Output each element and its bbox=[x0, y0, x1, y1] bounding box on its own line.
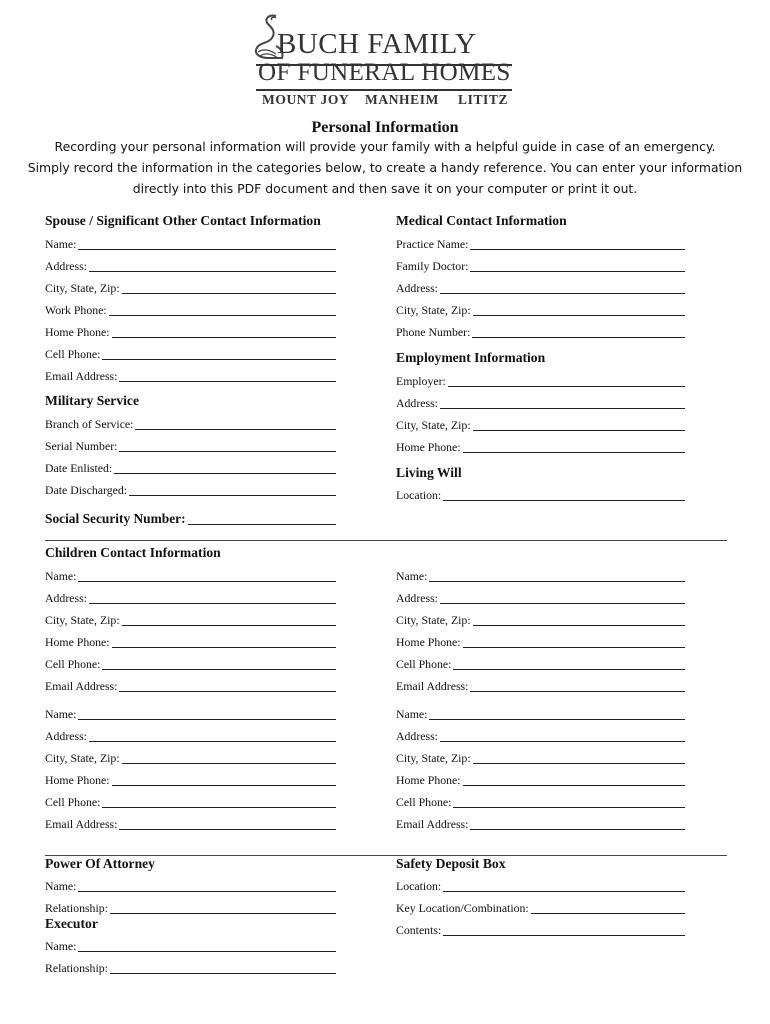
poa-name-field[interactable]: Name: bbox=[45, 878, 336, 894]
intro-line: directly into this PDF document and then save it on your computer or print it out. bbox=[132, 181, 638, 196]
executor-heading: Executor bbox=[45, 916, 98, 931]
child-field[interactable]: Email Address: bbox=[45, 678, 336, 694]
spouse-city-field[interactable]: City, State, Zip: bbox=[45, 280, 336, 296]
child-field[interactable]: Address: bbox=[45, 590, 336, 606]
spouse-address-field[interactable]: Address: bbox=[45, 258, 336, 274]
logo-town: MANHEIM bbox=[365, 92, 439, 107]
section-divider bbox=[45, 540, 727, 541]
child-field[interactable]: City, State, Zip: bbox=[45, 750, 336, 766]
key-location-field[interactable]: Key Location/Combination: bbox=[396, 900, 685, 916]
executor-name-field[interactable]: Name: bbox=[45, 938, 336, 954]
employment-heading: Employment Information bbox=[396, 350, 546, 365]
child-field[interactable]: Home Phone: bbox=[396, 634, 685, 650]
employment-phone-field[interactable]: Home Phone: bbox=[396, 439, 685, 455]
branch-of-service-field[interactable]: Branch of Service: bbox=[45, 416, 336, 432]
child-field[interactable]: Name: bbox=[396, 706, 685, 722]
medical-phone-field[interactable]: Phone Number: bbox=[396, 324, 685, 340]
child-field[interactable]: Home Phone: bbox=[396, 772, 685, 788]
date-enlisted-field[interactable]: Date Enlisted: bbox=[45, 460, 336, 476]
child-field[interactable]: City, State, Zip: bbox=[45, 612, 336, 628]
child-field[interactable]: Home Phone: bbox=[45, 772, 336, 788]
serial-number-field[interactable]: Serial Number: bbox=[45, 438, 336, 454]
spouse-work-phone-field[interactable]: Work Phone: bbox=[45, 302, 336, 318]
child-field[interactable]: Email Address: bbox=[396, 816, 685, 832]
employment-address-field[interactable]: Address: bbox=[396, 395, 685, 411]
child-field[interactable]: Name: bbox=[45, 568, 336, 584]
funeral-home-logo bbox=[250, 12, 520, 107]
deposit-contents-field[interactable]: Contents: bbox=[396, 922, 685, 938]
child-field[interactable]: Name: bbox=[396, 568, 685, 584]
intro-line: Simply record the information in the categories below, to create a handy reference. You can enter your information bbox=[27, 160, 743, 175]
child-field[interactable]: Email Address: bbox=[45, 816, 336, 832]
practice-name-field[interactable]: Practice Name: bbox=[396, 236, 685, 252]
logo-rule-bottom bbox=[256, 89, 512, 91]
children-heading: Children Contact Information bbox=[45, 545, 221, 560]
safety-deposit-heading: Safety Deposit Box bbox=[396, 856, 506, 871]
child-field[interactable]: Address: bbox=[396, 728, 685, 744]
page-title: Personal Information bbox=[311, 119, 459, 136]
child-field[interactable]: Name: bbox=[45, 706, 336, 722]
child-field[interactable]: Home Phone: bbox=[45, 634, 336, 650]
child-field[interactable]: Address: bbox=[396, 590, 685, 606]
spouse-name-field[interactable]: Name: bbox=[45, 236, 336, 252]
living-will-location-field[interactable]: Location: bbox=[396, 487, 685, 503]
employment-city-field[interactable]: City, State, Zip: bbox=[396, 417, 685, 433]
power-of-attorney-heading: Power Of Attorney bbox=[45, 856, 155, 871]
spouse-heading: Spouse / Significant Other Contact Information bbox=[45, 213, 321, 228]
logo-town: MOUNT JOY bbox=[262, 92, 350, 107]
child-field[interactable]: Cell Phone: bbox=[396, 656, 685, 672]
spouse-email-field[interactable]: Email Address: bbox=[45, 368, 336, 384]
child-field[interactable]: Address: bbox=[45, 728, 336, 744]
deposit-location-field[interactable]: Location: bbox=[396, 878, 685, 894]
medical-city-field[interactable]: City, State, Zip: bbox=[396, 302, 685, 318]
ssn-field[interactable]: Social Security Number: bbox=[45, 509, 336, 527]
child-field[interactable]: Cell Phone: bbox=[45, 656, 336, 672]
living-will-heading: Living Will bbox=[396, 465, 462, 480]
logo-name: BUCH FAMILY bbox=[277, 28, 477, 60]
executor-relationship-field[interactable]: Relationship: bbox=[45, 960, 336, 976]
child-field[interactable]: Email Address: bbox=[396, 678, 685, 694]
logo-subname: OF FUNERAL HOMES bbox=[258, 59, 511, 86]
family-doctor-field[interactable]: Family Doctor: bbox=[396, 258, 685, 274]
intro-line: Recording your personal information will provide your family with a helpful guide in case of an emergency. bbox=[54, 139, 716, 154]
military-heading: Military Service bbox=[45, 393, 139, 408]
spouse-home-phone-field[interactable]: Home Phone: bbox=[45, 324, 336, 340]
spouse-cell-phone-field[interactable]: Cell Phone: bbox=[45, 346, 336, 362]
medical-address-field[interactable]: Address: bbox=[396, 280, 685, 296]
logo-town: LITITZ bbox=[458, 92, 509, 107]
child-field[interactable]: City, State, Zip: bbox=[396, 612, 685, 628]
medical-heading: Medical Contact Information bbox=[396, 213, 567, 228]
child-field[interactable]: Cell Phone: bbox=[45, 794, 336, 810]
date-discharged-field[interactable]: Date Discharged: bbox=[45, 482, 336, 498]
child-field[interactable]: City, State, Zip: bbox=[396, 750, 685, 766]
poa-relationship-field[interactable]: Relationship: bbox=[45, 900, 336, 916]
child-field[interactable]: Cell Phone: bbox=[396, 794, 685, 810]
employer-field[interactable]: Employer: bbox=[396, 373, 685, 389]
